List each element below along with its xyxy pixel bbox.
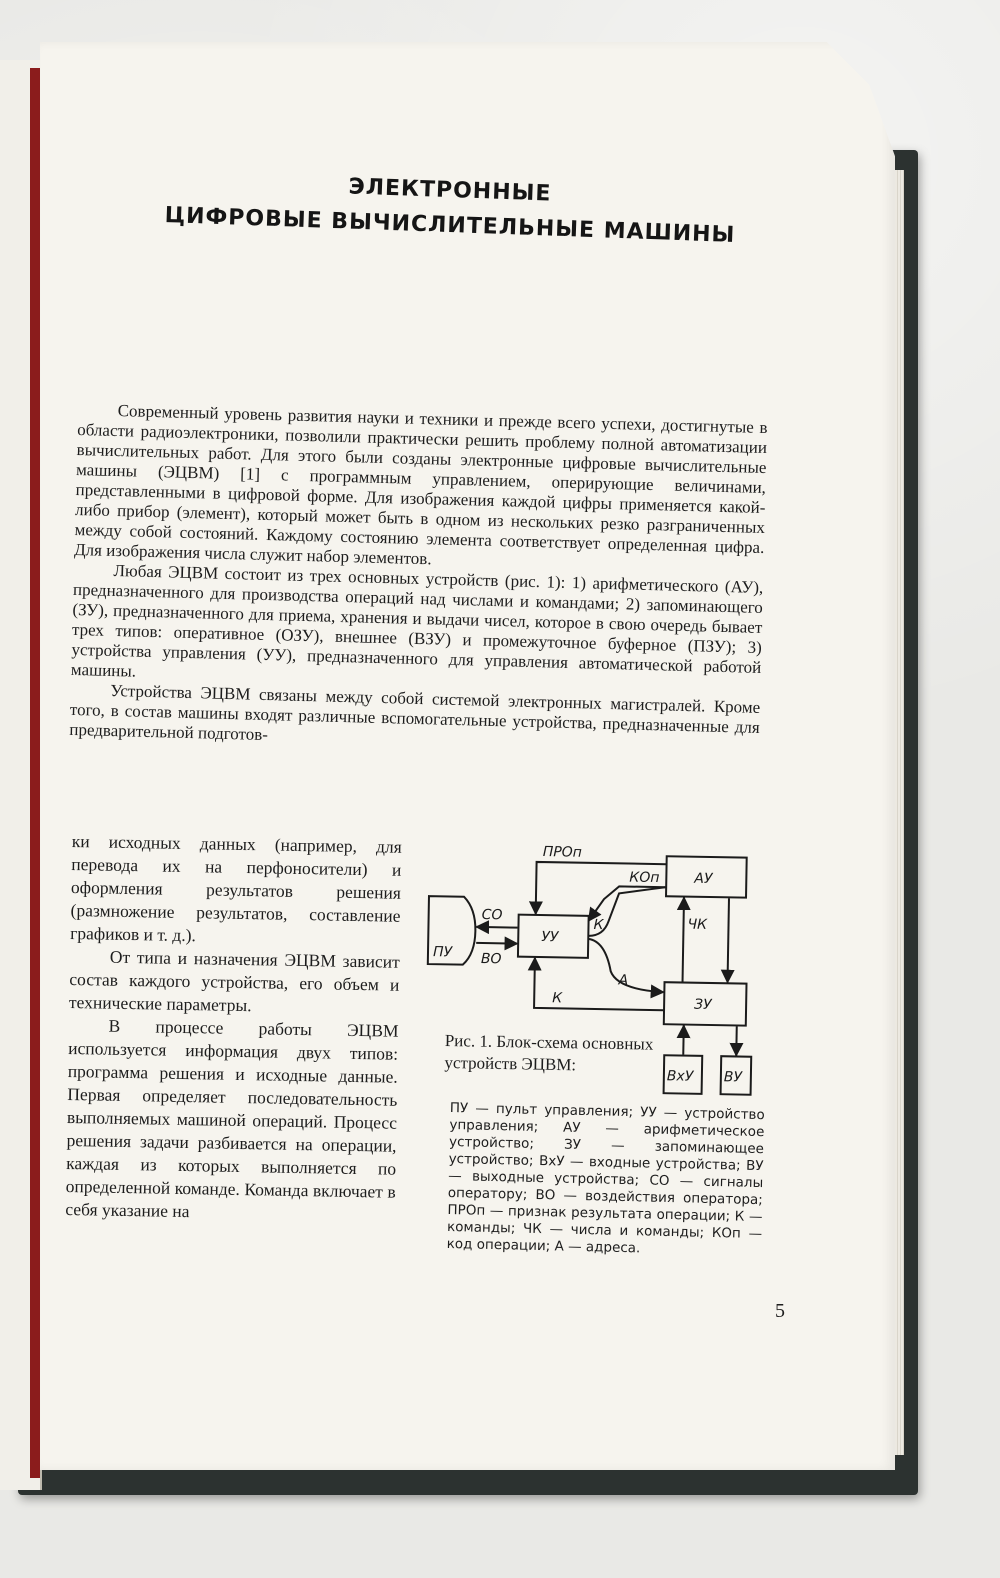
vo-label: ВО [480, 950, 502, 968]
book-page [40, 42, 895, 1470]
arrow-vxu [683, 1026, 684, 1055]
page-number: 5 [775, 1300, 785, 1322]
vu-label: ВУ [723, 1069, 743, 1086]
figure-caption: Рис. 1. Блок-схема основных устройств ЭЦВМ: [444, 1030, 654, 1075]
au-label: АУ [694, 870, 713, 888]
pu-label: ПУ [432, 944, 453, 961]
arrow-vu [736, 1026, 737, 1055]
book-spine [30, 68, 40, 1478]
arrow-chk-down [728, 898, 729, 982]
chapter-title-line2: ЦИФРОВЫЕ ВЫЧИСЛИТЕЛЬНЫЕ МАШИНЫ [164, 203, 736, 248]
arrow-chk-up [683, 898, 684, 982]
paragraph: Современный уровень развития науки и техники и прежде всего успехи, достигнутые в области радиоэлектроники, позволили практически решить проблему полной автоматизации вычислительных работ. Для этого были созданы электронные цифровые вычислительные машины (ЭЦВМ) [1] с программным управлением, оперирующие величинами, представленными в цифровой форме. Для изображения каждой цифры применяется какой-либо прибор (элемент), который может быть в одном из нескольких резко разграниченных между собой состояний. Каждому состоянию элемента соответствует определенная цифра. Для изображения числа служит набор элементов. [73, 401, 768, 569]
paragraph: ки исходных данных (например, для перевода их на перфоносители) и оформления результатов решения (размножение результатов, составление графиков и т. д.). [70, 830, 402, 946]
figure-legend: ПУ — пульт управления; УУ — устройство управления; АУ — арифметическое устройство; ЗУ — запоминающее устройство; ВхУ — входные устройства; ВУ — выходные устройства; СО — сигналы оператору; ВО — воздействия оператора; ПРОп — признак результата операции; К — команды; ЧК — числа и команды; КОп — код операции; А — адреса. [446, 1100, 765, 1257]
zu-label: ЗУ [693, 996, 712, 1014]
kop-label: КОп [629, 869, 660, 887]
narrow-column-text [65, 830, 402, 1227]
paragraph: Любая ЭЦВМ состоит из трех основных устройств (рис. 1): 1) арифметического (АУ), предназначенного для производства операций над числами и командами; 2) запоминающего (ЗУ), предназначенного для приема, хранения и выдачи чисел, которое в свою очередь бывает трех типов: оперативное (ОЗУ), внешнее (ВЗУ) и промежуточное буферное (ПЗУ); 3) устройства управления (УУ), предназначенного для управления автоматической работой машины. [70, 560, 764, 681]
arrow-co [476, 927, 517, 928]
paragraph: От типа и назначения ЭЦВМ зависит состав каждого устройства, его объем и технические параметры. [68, 946, 400, 1016]
co-label: СО [481, 907, 503, 924]
k1-label: К [593, 916, 604, 934]
uu-label: УУ [541, 929, 559, 946]
arrow-vo [476, 943, 517, 944]
paragraph: В процессе работы ЭЦВМ используется информация двух типов: программа решения и исходные данные. Первая определяет последовательность выполняемых машиной операций. Процесс решения задачи разбивается на операции, каждая из которых выполняется по определенной команде. Команда включает в себя указание на [65, 1015, 399, 1222]
main-text [69, 400, 768, 758]
k2-label: К [552, 990, 563, 1007]
prop-label: ПРОп [542, 844, 583, 861]
paragraph: Устройства ЭЦВМ связаны между собой системой электронных магистралей. Кроме того, в состав машины входят различные вспомогательные устройства, предназначенные для предварительной подготов- [69, 680, 761, 745]
a-label: А [618, 972, 629, 989]
chapter-title-line1: ЭЛЕКТРОННЫЕ [348, 174, 552, 207]
chk-label: ЧК [687, 916, 708, 933]
vxu-label: ВхУ [666, 1068, 694, 1085]
